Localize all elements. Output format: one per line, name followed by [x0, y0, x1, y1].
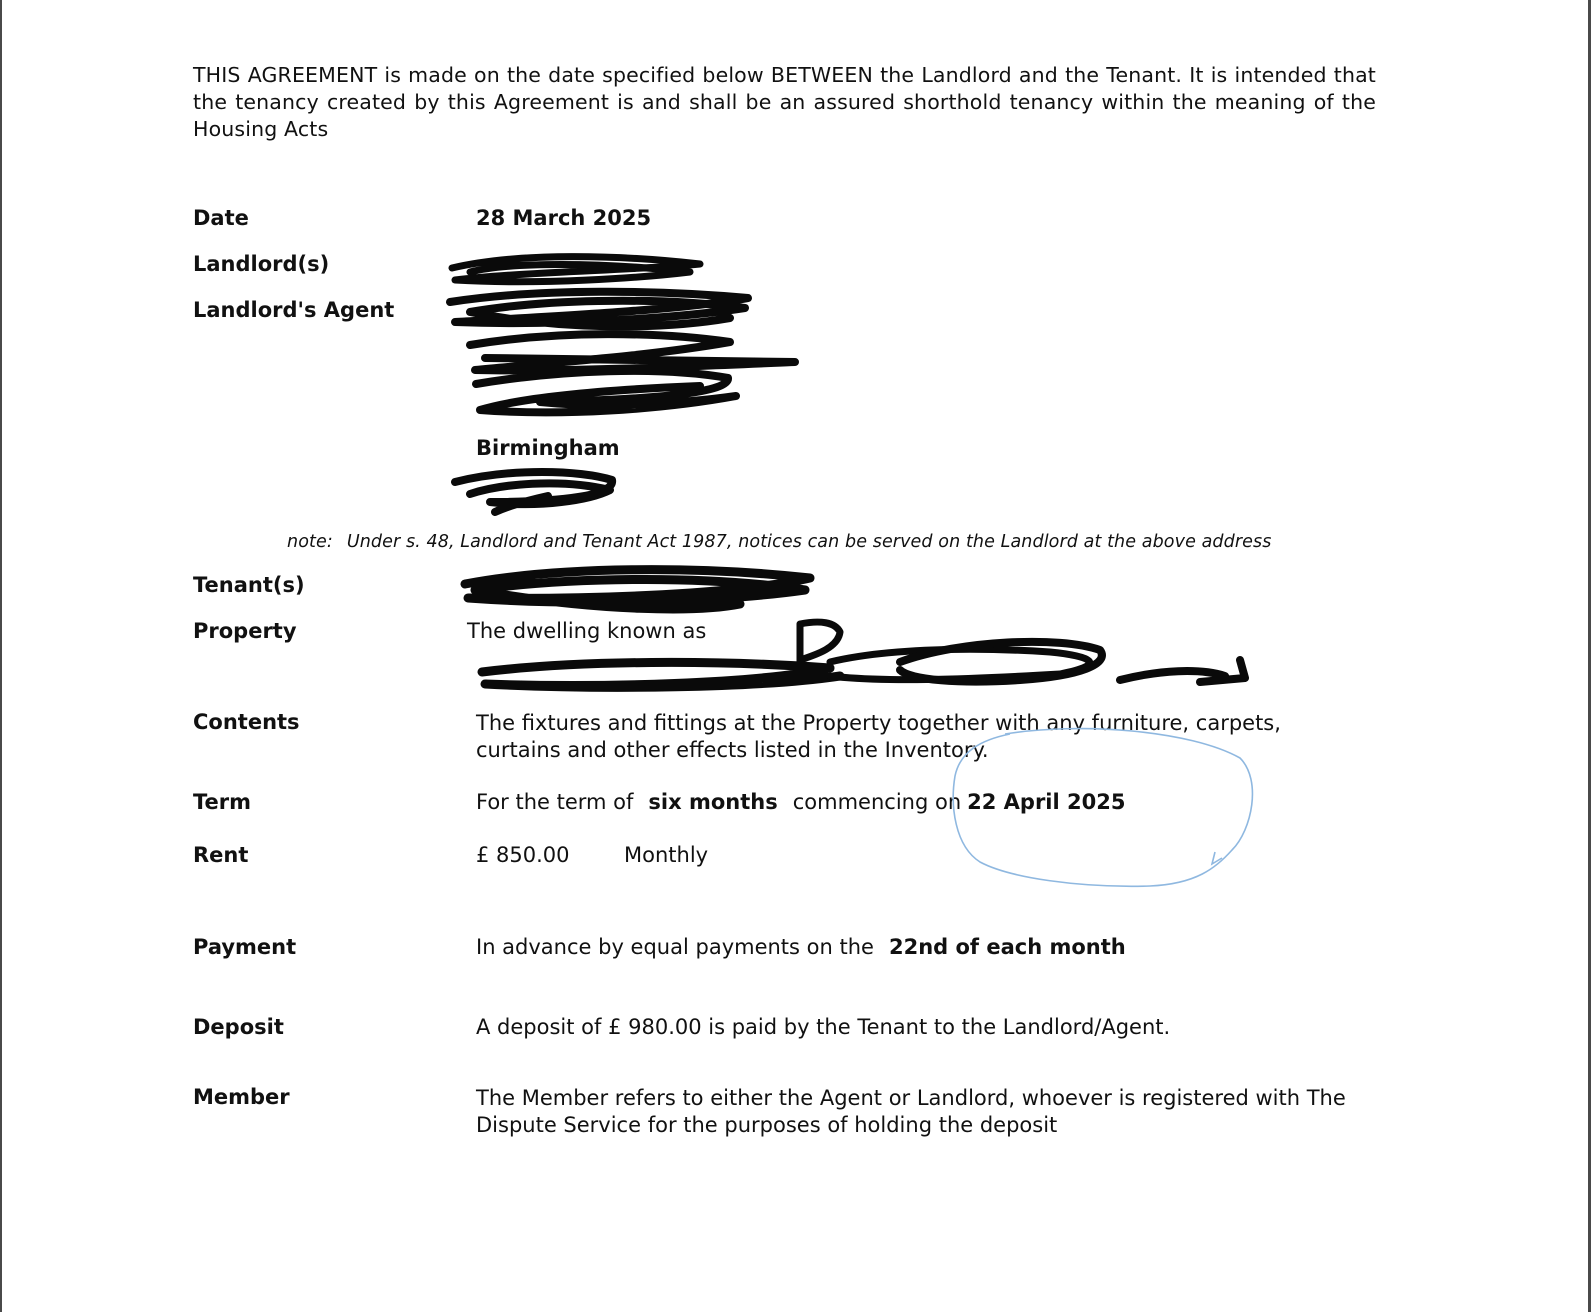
term-length: six months: [648, 790, 778, 814]
deposit-value: A deposit of £ 980.00 is paid by the Tenant to the Landlord/Agent.: [476, 1015, 1171, 1039]
redaction-address-line-1: [470, 334, 795, 370]
term-label: Term: [193, 790, 252, 814]
payment-prefix: In advance by equal payments on the: [476, 935, 874, 959]
payment-day: 22nd of each month: [888, 935, 1126, 959]
note-text: Under s. 48, Landlord and Tenant Act 1987, notices can be served on the Landlord at the above address: [346, 532, 1272, 552]
term-value: [476, 790, 1125, 814]
legal-note: [287, 532, 1271, 552]
payment-label: Payment: [193, 935, 297, 959]
member-label: Member: [193, 1085, 290, 1109]
note-prefix: note:: [287, 532, 333, 552]
rent-frequency: Monthly: [624, 843, 709, 867]
redaction-property-address-3: [900, 642, 1245, 682]
payment-value: [476, 935, 1126, 959]
redaction-property-address: [482, 662, 840, 687]
contents-value: The fixtures and fittings at the Property together with any furniture, carpets, curtains and other effects listed in the Inventory.: [476, 711, 1281, 762]
term-prefix: For the term of: [476, 790, 634, 814]
redaction-landlord-name: [452, 257, 700, 282]
landlord-label: Landlord(s): [193, 252, 330, 276]
property-value: The dwelling known as: [467, 619, 707, 643]
term-start: 22 April 2025: [967, 790, 1126, 814]
page-edge-left: [0, 0, 2, 1312]
contents-label: Contents: [193, 710, 300, 734]
redaction-property-address-2: [800, 622, 1090, 680]
date-label: Date: [193, 206, 249, 230]
redaction-agent-name: [450, 292, 748, 327]
rent-amount: £ 850.00: [476, 843, 570, 867]
redaction-tenant-name: [465, 570, 810, 609]
property-label: Property: [193, 619, 297, 643]
member-value: The Member refers to either the Agent or Landlord, whoever is registered with The Dispute Service for the purposes of holding the deposit: [476, 1086, 1346, 1137]
redaction-postcode: [455, 472, 612, 512]
agreement-intro: THIS AGREEMENT is made on the date specified below BETWEEN the Landlord and the Tenant. It is intended that the tenancy created by this Agreement is and shall be an assured shorthold tenancy within the meaning of the Housing Acts: [193, 63, 1376, 141]
rent-label: Rent: [193, 843, 249, 867]
deposit-label: Deposit: [193, 1015, 284, 1039]
term-mid: commencing on: [792, 790, 962, 814]
redaction-address-line-2: [476, 371, 736, 412]
landlord-agent-label: Landlord's Agent: [193, 298, 395, 322]
date-value: 28 March 2025: [476, 206, 652, 230]
tenant-label: Tenant(s): [193, 573, 305, 597]
address-city: Birmingham: [476, 436, 620, 460]
